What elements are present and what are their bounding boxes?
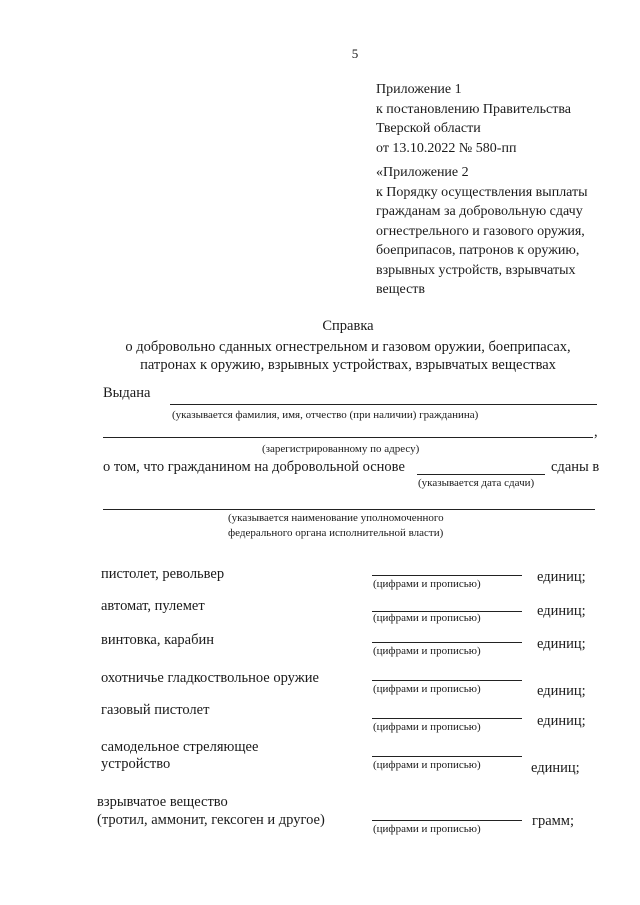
item-label: взрывчатое вещество <box>97 794 228 810</box>
item-caption: (цифрами и прописью) <box>373 721 481 733</box>
item-value-line <box>372 680 522 681</box>
item-label-continued: (тротил, аммонит, гексоген и другое) <box>97 812 325 828</box>
document-subtitle: патронах к оружию, взрывных устройствах, взрывчатых веществах <box>140 357 556 373</box>
date-line <box>417 474 545 475</box>
item-caption: (цифрами и прописью) <box>373 578 481 590</box>
item-unit: единиц; <box>537 569 586 585</box>
item-unit: грамм; <box>532 813 575 829</box>
address-line <box>103 437 593 438</box>
date-caption: (указывается дата сдачи) <box>418 477 535 489</box>
item-caption: (цифрами и прописью) <box>373 612 481 624</box>
statement-end: сданы в <box>551 459 600 475</box>
item-unit: единиц; <box>537 713 586 729</box>
appendix-2-line: взрывных устройств, взрывчатых <box>376 262 576 278</box>
item-label: пистолет, револьвер <box>101 566 225 582</box>
address-caption: (зарегистрированному по адресу) <box>262 443 420 455</box>
appendix-2-line: «Приложение 2 <box>376 165 469 180</box>
appendix-2-block <box>376 163 588 300</box>
organization-line <box>103 509 595 510</box>
item-label: газовый пистолет <box>101 702 210 718</box>
item-label: охотничье гладкоствольное оружие <box>101 670 319 686</box>
statement-text: о том, что гражданином на добровольной основе <box>103 459 405 475</box>
item-value-line <box>372 575 522 576</box>
item-caption: (цифрами и прописью) <box>373 683 481 695</box>
item-value-line <box>372 820 522 821</box>
item-label: винтовка, карабин <box>101 632 214 648</box>
page-number: 5 <box>351 46 359 61</box>
appendix-2-line: огнестрельного и газового оружия, <box>376 223 585 239</box>
item-unit: единиц; <box>537 603 586 619</box>
item-label-continued: устройство <box>101 756 171 772</box>
appendix-1-line: Тверской области <box>376 121 481 136</box>
appendix-2-line: к Порядку осуществления выплаты <box>376 184 588 200</box>
item-value-line <box>372 756 522 757</box>
item-caption: (цифрами и прописью) <box>373 645 481 657</box>
item-unit: единиц; <box>537 683 586 699</box>
item-value-line <box>372 642 522 643</box>
document-title: Справка <box>322 318 374 334</box>
organization-caption: федерального органа исполнительной власти) <box>228 527 444 539</box>
name-line <box>170 404 597 405</box>
item-label: самодельное стреляющее <box>101 739 259 755</box>
appendix-2-line: веществ <box>376 282 426 297</box>
item-unit: единиц; <box>531 760 580 776</box>
name-caption: (указывается фамилия, имя, отчество (при наличии) гражданина) <box>172 409 479 421</box>
appendix-1-block <box>376 80 571 158</box>
item-caption: (цифрами и прописью) <box>373 823 481 835</box>
appendix-2-line: гражданам за добровольную сдачу <box>376 204 583 219</box>
issued-label: Выдана <box>103 385 151 401</box>
appendix-1-line: к постановлению Правительства <box>376 101 572 117</box>
comma: , <box>594 424 598 440</box>
item-unit: единиц; <box>537 636 586 652</box>
item-value-line <box>372 718 522 719</box>
item-label: автомат, пулемет <box>101 598 205 614</box>
organization-caption: (указывается наименование уполномоченного <box>228 512 444 524</box>
appendix-1-line: Приложение 1 <box>376 82 462 97</box>
appendix-2-line: боеприпасов, патронов к оружию, <box>376 243 580 258</box>
appendix-1-line: от 13.10.2022 № 580-пп <box>376 140 517 156</box>
document-subtitle: о добровольно сданных огнестрельном и газовом оружии, боеприпасах, <box>125 339 571 355</box>
item-caption: (цифрами и прописью) <box>373 759 481 771</box>
